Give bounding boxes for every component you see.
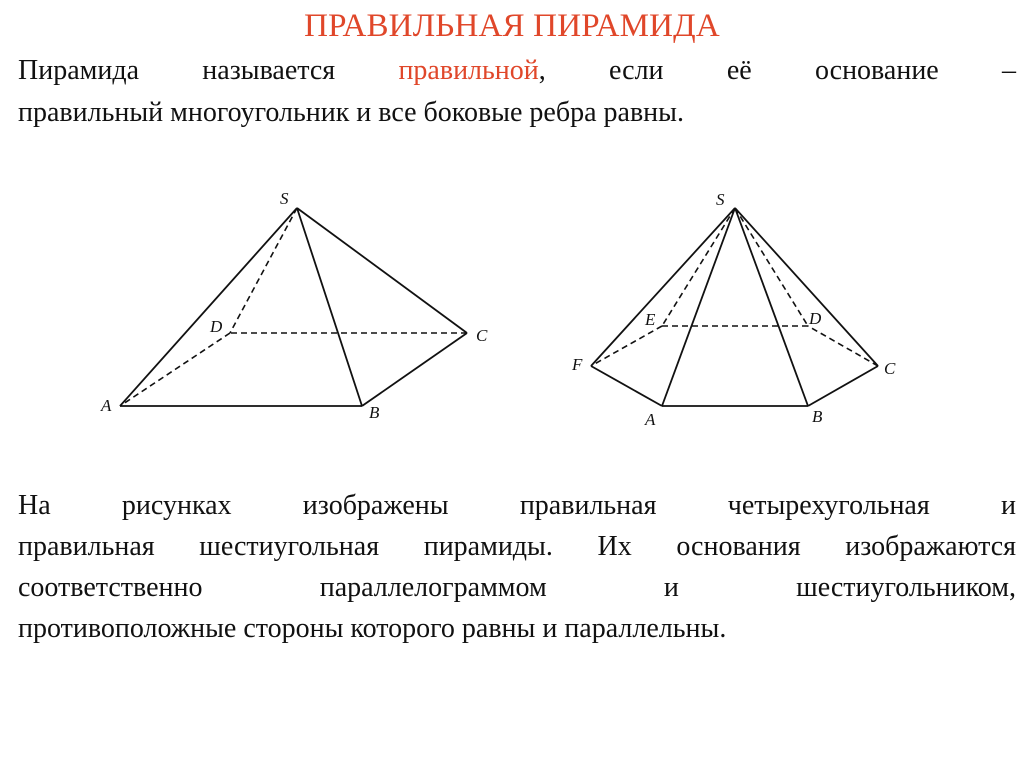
vertex-label-S: S	[280, 189, 289, 208]
vertex-label-C: C	[884, 359, 896, 378]
edge-DA	[120, 333, 230, 406]
edge-SC	[297, 208, 467, 333]
edge-SA	[662, 208, 735, 406]
vertex-label-D: D	[809, 309, 822, 328]
edge-EF	[591, 326, 662, 366]
vertex-label-A: A	[645, 410, 656, 429]
hexagonal-pyramid	[571, 190, 896, 429]
quadrilateral-pyramid	[100, 189, 488, 422]
description-line-2: правильная шестиугольная пирамиды. Их основания изображаются	[18, 531, 1016, 562]
definition-text-end: , если её основание –	[538, 55, 1016, 86]
vertex-label-B: B	[812, 407, 823, 426]
definition-text-start: Пирамида называется	[18, 55, 399, 86]
edge-SB	[297, 208, 362, 406]
definition-line-1	[18, 50, 1016, 92]
description-line-3: соответственно параллелограммом и шестиугольником,	[18, 572, 1016, 603]
vertex-label-B: B	[369, 403, 380, 422]
definition-accent-word: правильной	[398, 55, 539, 86]
vertex-label-S: S	[716, 190, 725, 209]
edge-BC	[808, 366, 878, 406]
vertex-label-D: D	[210, 317, 223, 336]
description-paragraph	[18, 485, 1016, 649]
edge-SE	[662, 208, 735, 326]
edge-SC	[735, 208, 878, 366]
edge-SD	[735, 208, 808, 326]
definition-paragraph	[18, 50, 1016, 134]
edge-SD	[230, 208, 297, 333]
edge-SF	[591, 208, 735, 366]
description-line-4: противоположные стороны которого равны и параллельны.	[18, 613, 727, 644]
vertex-label-E: E	[645, 310, 656, 329]
description-line-1: На рисунках изображены правильная четырехугольная и	[18, 490, 1016, 521]
edge-CD	[808, 326, 878, 366]
edge-SA	[120, 208, 297, 406]
edge-BC	[362, 333, 467, 406]
definition-line-2: правильный многоугольник и все боковые ребра равны.	[18, 97, 684, 128]
edge-SB	[735, 208, 808, 406]
edge-FA	[591, 366, 662, 406]
vertex-label-A: A	[101, 396, 112, 415]
slide-title: ПРАВИЛЬНАЯ ПИРАМИДА	[304, 8, 720, 44]
vertex-label-F: F	[572, 355, 583, 374]
vertex-label-C: C	[476, 326, 488, 345]
